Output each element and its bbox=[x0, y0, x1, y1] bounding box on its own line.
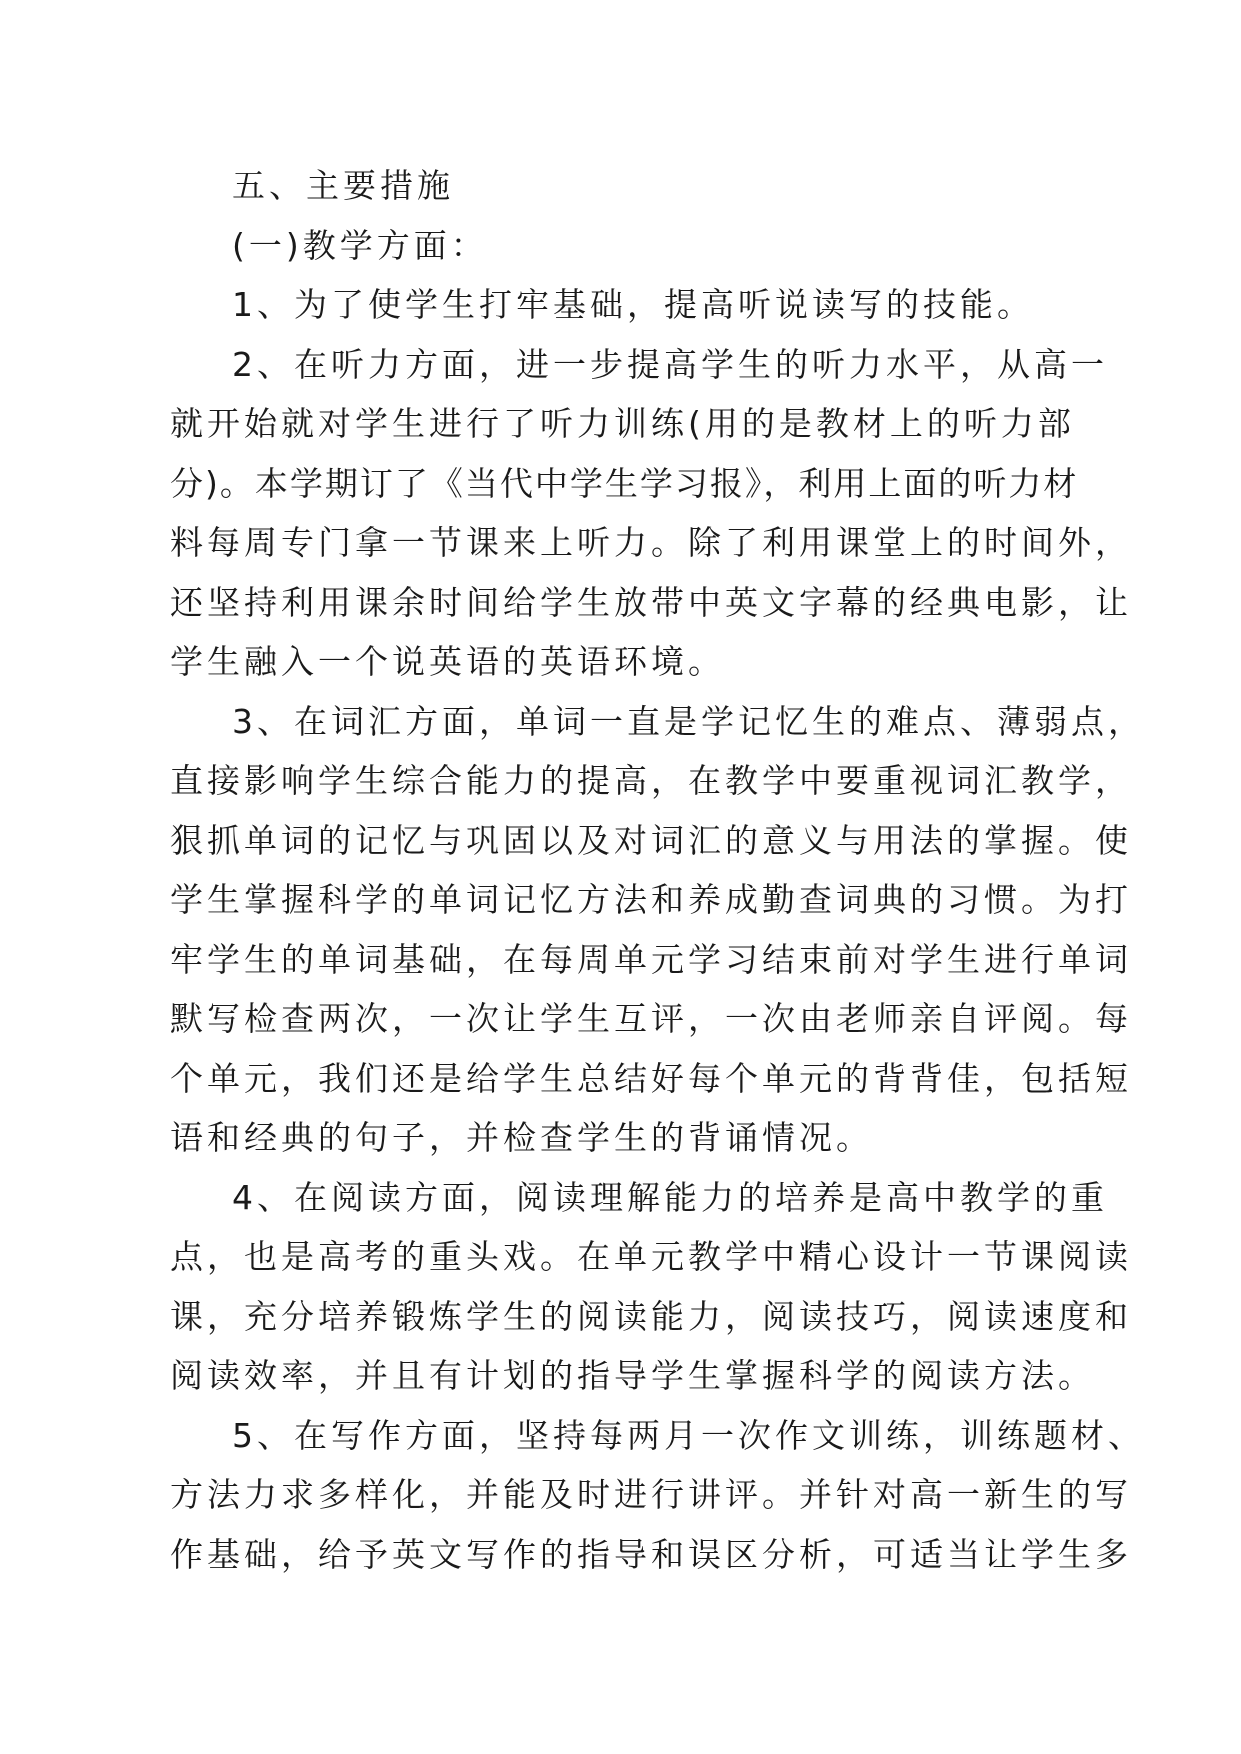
paragraph-line: 还坚持利用课余时间给学生放带中英文字幕的经典电影，让 bbox=[170, 583, 1132, 622]
paragraph-line: 狠抓单词的记忆与巩固以及对词汇的意义与用法的掌握。使 bbox=[170, 821, 1132, 860]
paragraph-line: 分)。本学期订了《当代中学生学习报》，利用上面的听力材 bbox=[170, 464, 1079, 503]
paragraph-line: 课，充分培养锻炼学生的阅读能力，阅读技巧，阅读速度和 bbox=[170, 1297, 1132, 1336]
paragraph-line: 料每周专门拿一节课来上听力。除了利用课堂上的时间外， bbox=[170, 523, 1132, 562]
paragraph-line: 默写检查两次，一次让学生互评，一次由老师亲自评阅。每 bbox=[170, 999, 1132, 1038]
subsection-heading: (一)教学方面： bbox=[232, 226, 488, 265]
paragraph-line: 1、为了使学生打牢基础，提高听说读写的技能。 bbox=[232, 285, 1034, 324]
paragraph-line: 个单元，我们还是给学生总结好每个单元的背背佳，包括短 bbox=[170, 1059, 1132, 1098]
paragraph-line: 阅读效率，并且有计划的指导学生掌握科学的阅读方法。 bbox=[170, 1356, 1095, 1395]
paragraph-line: 学生融入一个说英语的英语环境。 bbox=[170, 642, 725, 681]
paragraph-line: 3、在词汇方面，单词一直是学记忆生的难点、薄弱点， bbox=[232, 702, 1145, 741]
paragraph-line: 直接影响学生综合能力的提高，在教学中要重视词汇教学， bbox=[170, 761, 1132, 800]
paragraph-line: 方法力求多样化，并能及时进行讲评。并针对高一新生的写 bbox=[170, 1475, 1132, 1514]
paragraph-line: 学生掌握科学的单词记忆方法和养成勤查词典的习惯。为打 bbox=[170, 880, 1132, 919]
paragraph-line: 点，也是高考的重头戏。在单元教学中精心设计一节课阅读 bbox=[170, 1237, 1132, 1276]
paragraph-line: 牢学生的单词基础，在每周单元学习结束前对学生进行单词 bbox=[170, 940, 1132, 979]
paragraph-line: 4、在阅读方面，阅读理解能力的培养是高中教学的重 bbox=[232, 1178, 1108, 1217]
paragraph-line: 2、在听力方面，进一步提高学生的听力水平，从高一 bbox=[232, 345, 1108, 384]
paragraph-line: 就开始就对学生进行了听力训练(用的是教材上的听力部 bbox=[170, 404, 1075, 443]
paragraph-line: 5、在写作方面，坚持每两月一次作文训练，训练题材、 bbox=[232, 1416, 1145, 1455]
paragraph-line: 作基础，给予英文写作的指导和误区分析，可适当让学生多 bbox=[170, 1535, 1132, 1574]
section-heading: 五、主要措施 bbox=[232, 166, 454, 205]
paragraph-line: 语和经典的句子，并检查学生的背诵情况。 bbox=[170, 1118, 873, 1157]
